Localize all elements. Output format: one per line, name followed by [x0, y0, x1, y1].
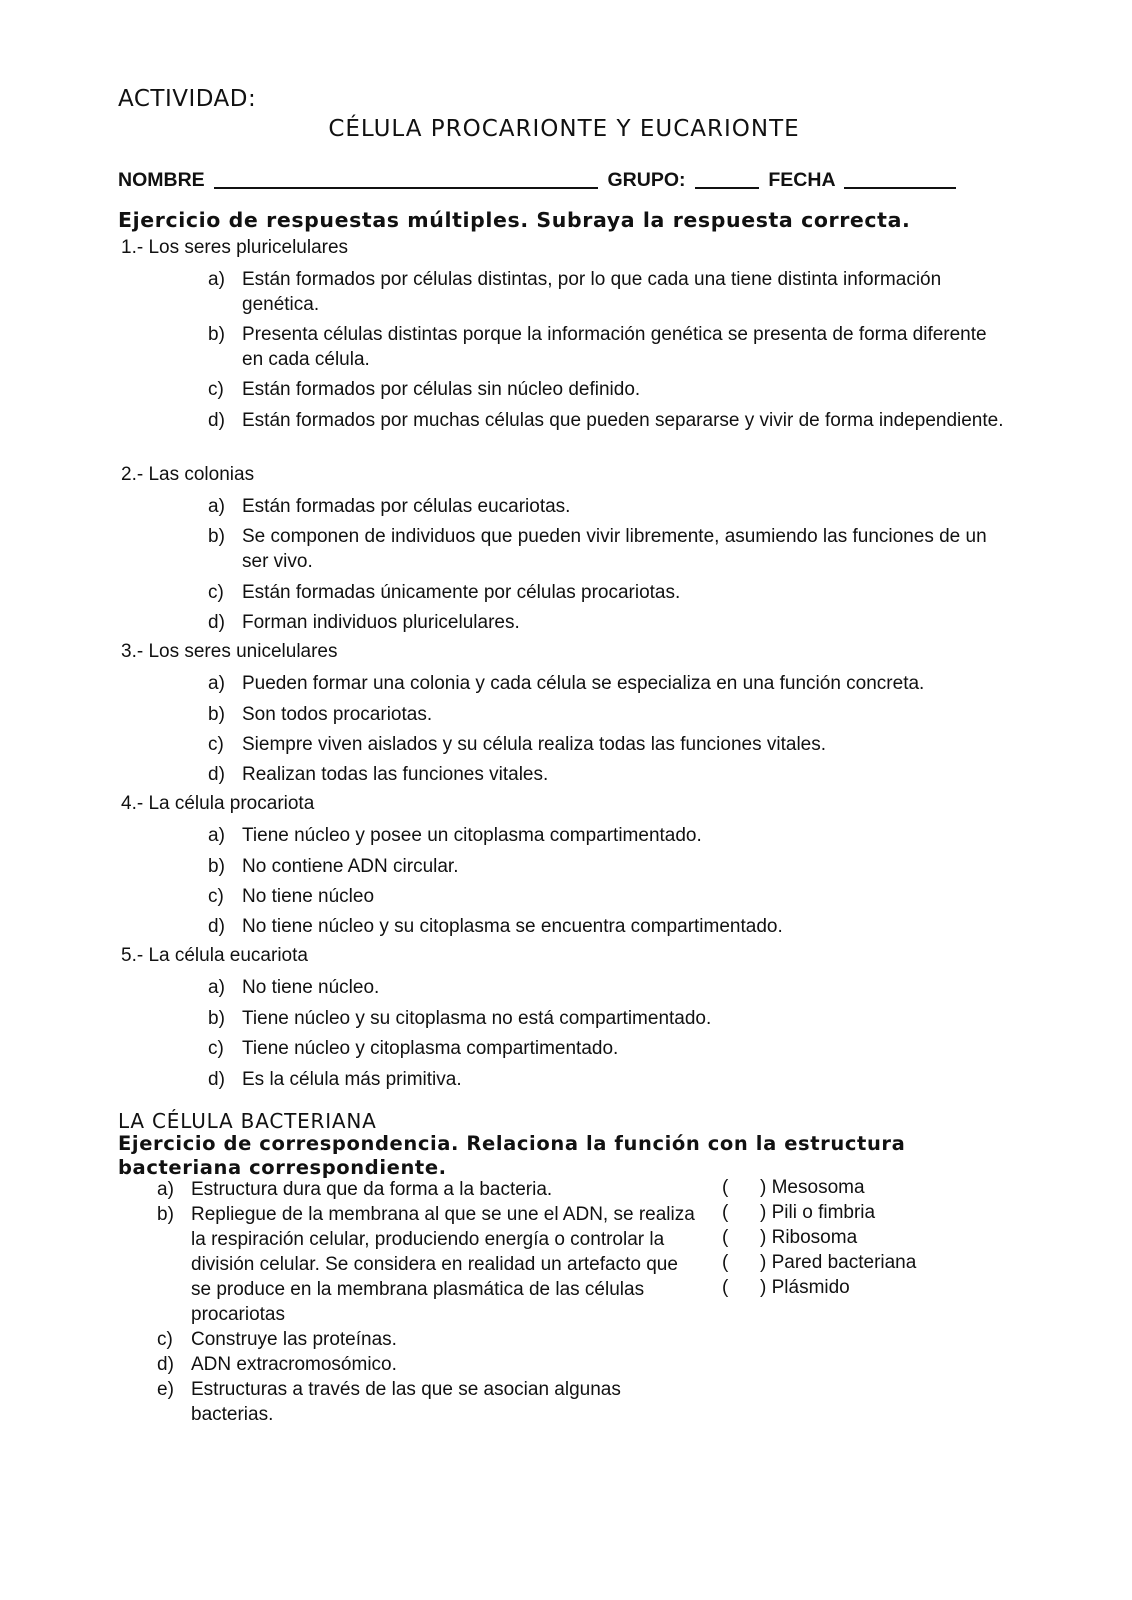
- question-5-option-a[interactable]: [208, 975, 1008, 1000]
- option-letter: a): [208, 825, 225, 846]
- question-3-option-c[interactable]: [208, 732, 1008, 757]
- fecha-label: FECHA: [768, 169, 835, 191]
- structure-text: ) Plásmido: [760, 1277, 850, 1298]
- option-text: Tiene núcleo y citoplasma compartimentado.: [242, 1038, 619, 1059]
- nombre-field[interactable]: [214, 167, 598, 189]
- option-text: Están formados por células sin núcleo definido.: [242, 379, 641, 400]
- question-4-option-d[interactable]: [208, 914, 1008, 939]
- option-text: Pueden formar una colonia y cada célula se especializa en una función concreta.: [242, 673, 925, 694]
- function-letter: b): [157, 1204, 174, 1225]
- option-text: No tiene núcleo.: [242, 977, 380, 998]
- function-letter: d): [157, 1354, 174, 1375]
- function-item-d: [157, 1352, 697, 1377]
- structure-item-ribosoma[interactable]: [722, 1227, 857, 1249]
- question-2-option-b[interactable]: [208, 524, 1008, 574]
- function-text: Estructuras a través de las que se asocian algunas bacterias.: [191, 1379, 621, 1425]
- function-item-c: [157, 1327, 697, 1352]
- fecha-field[interactable]: [844, 167, 956, 189]
- question-1-option-c[interactable]: [208, 377, 1008, 402]
- answer-blank[interactable]: (: [722, 1177, 729, 1198]
- function-text: ADN extracromosómico.: [191, 1354, 397, 1375]
- answer-blank[interactable]: (: [722, 1277, 729, 1298]
- function-item-b: [157, 1202, 697, 1327]
- structure-item-pared[interactable]: [722, 1252, 916, 1274]
- activity-label: ACTIVIDAD:: [118, 86, 257, 112]
- question-5-option-c[interactable]: [208, 1036, 1008, 1061]
- option-letter: d): [208, 410, 225, 431]
- option-text: Están formados por muchas células que pueden separarse y vivir de forma independiente.: [242, 410, 1004, 431]
- option-letter: b): [208, 324, 225, 345]
- question-2-option-a[interactable]: [208, 494, 1008, 519]
- structure-item-mesosoma[interactable]: [722, 1177, 865, 1199]
- option-text: Forman individuos pluricelulares.: [242, 612, 520, 633]
- question-4-option-a[interactable]: [208, 823, 1008, 848]
- answer-blank[interactable]: (: [722, 1202, 729, 1223]
- option-text: No contiene ADN circular.: [242, 856, 459, 877]
- option-text: Están formadas únicamente por células procariotas.: [242, 582, 681, 603]
- option-letter: a): [208, 977, 225, 998]
- option-letter: b): [208, 704, 225, 725]
- option-text: Tiene núcleo y posee un citoplasma compartimentado.: [242, 825, 702, 846]
- question-2-prompt: 2.- Las colonias: [121, 464, 255, 485]
- option-text: Es la célula más primitiva.: [242, 1069, 462, 1090]
- option-letter: c): [208, 582, 224, 603]
- function-letter: a): [157, 1179, 174, 1200]
- option-letter: a): [208, 496, 225, 517]
- function-letter: e): [157, 1379, 174, 1400]
- question-1-prompt: 1.- Los seres pluricelulares: [121, 237, 349, 258]
- nombre-label: NOMBRE: [118, 169, 205, 191]
- option-letter: d): [208, 1069, 225, 1090]
- question-3-option-d[interactable]: [208, 762, 1008, 787]
- question-1-option-b[interactable]: [208, 322, 1008, 372]
- grupo-field[interactable]: [695, 167, 759, 189]
- option-text: Siempre viven aislados y su célula realiza todas las funciones vitales.: [242, 734, 827, 755]
- question-4-prompt: 4.- La célula procariota: [121, 793, 315, 814]
- option-text: Tiene núcleo y su citoplasma no está compartimentado.: [242, 1008, 712, 1029]
- option-text: Presenta células distintas porque la información genética se presenta de forma diferente en cada célula.: [242, 324, 987, 370]
- question-5-option-b[interactable]: [208, 1006, 1008, 1031]
- matching-instruction: Ejercicio de correspondencia. Relaciona la función con la estructura bacteriana correspondiente.: [118, 1132, 906, 1179]
- question-5-option-d[interactable]: [208, 1067, 1008, 1092]
- grupo-label: GRUPO:: [607, 169, 686, 191]
- question-5-prompt: 5.- La célula eucariota: [121, 945, 308, 966]
- page-title: [0, 116, 1132, 142]
- option-text: Se componen de individuos que pueden vivir libremente, asumiendo las funciones de un ser vivo.: [242, 526, 987, 572]
- multiple-choice-instruction: Ejercicio de respuestas múltiples. Subraya la respuesta correcta.: [118, 208, 911, 232]
- function-letter: c): [157, 1329, 173, 1350]
- function-text: Construye las proteínas.: [191, 1329, 397, 1350]
- structure-text: ) Pili o fimbria: [760, 1202, 876, 1223]
- structure-text: ) Ribosoma: [760, 1227, 858, 1248]
- function-item-a: [157, 1177, 697, 1202]
- option-letter: a): [208, 269, 225, 290]
- answer-blank[interactable]: (: [722, 1252, 729, 1273]
- question-3-option-a[interactable]: [208, 671, 1008, 696]
- structure-text: ) Pared bacteriana: [760, 1252, 917, 1273]
- page-title-text: CÉLULA PROCARIONTE Y EUCARIONTE: [328, 116, 800, 142]
- structure-item-plasmido[interactable]: [722, 1277, 850, 1299]
- option-letter: d): [208, 612, 225, 633]
- option-letter: b): [208, 1008, 225, 1029]
- question-4-option-c[interactable]: [208, 884, 1008, 909]
- option-letter: d): [208, 764, 225, 785]
- question-3-option-b[interactable]: [208, 702, 1008, 727]
- option-letter: a): [208, 673, 225, 694]
- question-2-option-d[interactable]: [208, 610, 1008, 635]
- function-item-e: [157, 1377, 677, 1427]
- option-letter: d): [208, 916, 225, 937]
- question-2-option-c[interactable]: [208, 580, 1008, 605]
- option-text: Realizan todas las funciones vitales.: [242, 764, 549, 785]
- option-letter: b): [208, 856, 225, 877]
- option-letter: c): [208, 1038, 224, 1059]
- question-1-option-d[interactable]: [208, 408, 1008, 433]
- question-3-prompt: 3.- Los seres unicelulares: [121, 641, 338, 662]
- question-1-option-a[interactable]: [208, 267, 1008, 317]
- option-text: No tiene núcleo: [242, 886, 375, 907]
- structure-item-pili[interactable]: [722, 1202, 875, 1224]
- answer-blank[interactable]: (: [722, 1227, 729, 1248]
- structure-text: ) Mesosoma: [760, 1177, 865, 1198]
- section-title: LA CÉLULA BACTERIANA: [118, 1109, 377, 1133]
- option-letter: c): [208, 886, 224, 907]
- function-text: Estructura dura que da forma a la bacteria.: [191, 1179, 553, 1200]
- option-text: Están formados por células distintas, por lo que cada una tiene distinta información genética.: [242, 269, 942, 315]
- option-letter: c): [208, 734, 224, 755]
- student-info-row: [118, 164, 960, 192]
- option-text: Están formadas por células eucariotas.: [242, 496, 571, 517]
- option-letter: b): [208, 526, 225, 547]
- question-4-option-b[interactable]: [208, 854, 1008, 879]
- function-text: Repliegue de la membrana al que se une el ADN, se realiza la respiración celular, produciendo energía o controlar la división celular. Se considera en realidad un artefacto que se produce en la membrana plasmática de las células procariotas: [191, 1204, 695, 1325]
- option-text: No tiene núcleo y su citoplasma se encuentra compartimentado.: [242, 916, 783, 937]
- option-text: Son todos procariotas.: [242, 704, 433, 725]
- option-letter: c): [208, 379, 224, 400]
